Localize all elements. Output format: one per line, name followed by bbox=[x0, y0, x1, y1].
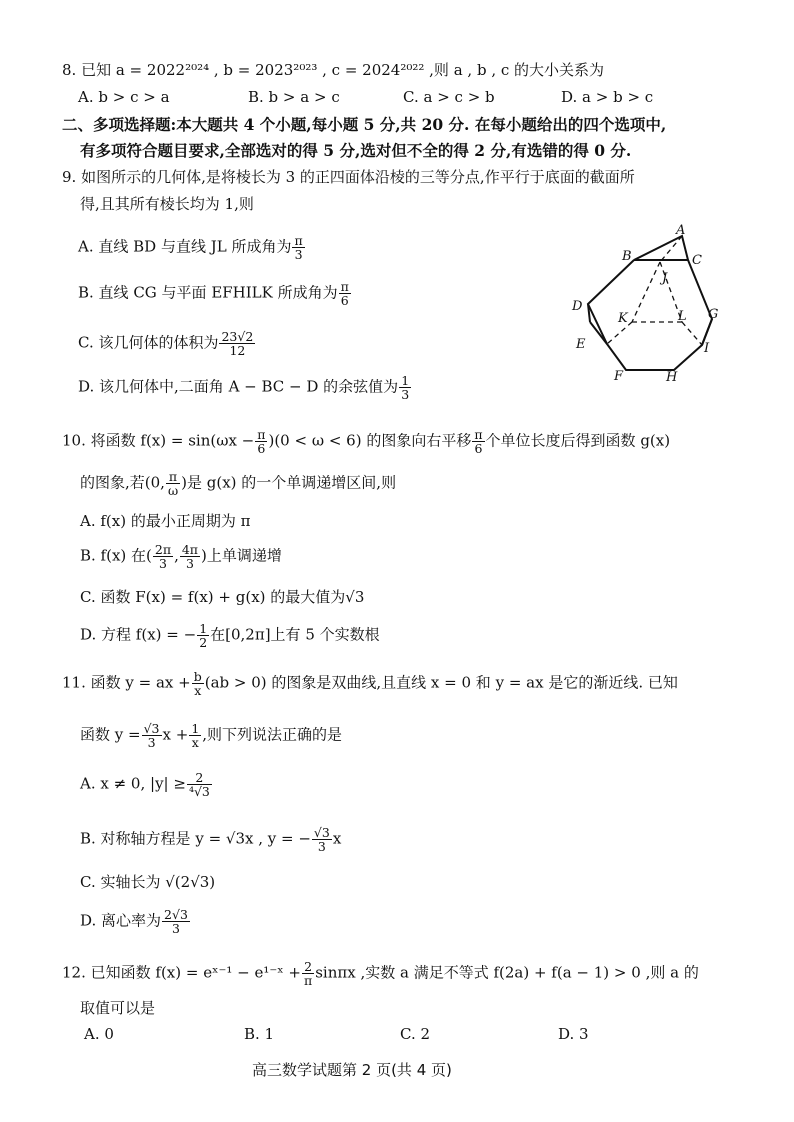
q10-option-a: A. f(x) 的最小正周期为 π bbox=[80, 512, 251, 530]
page-footer: 高三数学试题第 2 页(共 4 页) bbox=[252, 1061, 452, 1079]
q11-option-a: A. x ≠ 0, |y| ≥ $\frac{2}{\text{⁴√3}}$ bbox=[80, 770, 210, 799]
vertex-label-e: E bbox=[576, 337, 586, 352]
q10-stem-line1: 10. 将函数 f(x) = sin(ωx − $\frac{\pi}{6}$ )(0 < ω < 6) 的图象向右平移 $\frac{\pi}{6}$ 个单位长度后得到函数 g(x) bbox=[62, 427, 671, 456]
section-header-line1: 二、多项选择题:本大题共 4 个小题,每小题 5 分,共 20 分. 在每小题给出的四个选项中, bbox=[62, 115, 667, 134]
q12-option-c: C. 2 bbox=[400, 1025, 431, 1043]
vertex-label-j: J bbox=[662, 271, 668, 286]
q11-stem-line2: 函数 y = $\frac{√3}{3}$ x + $\frac{1}{x}$ ,则下列说法正确的是 bbox=[80, 721, 343, 750]
q11-option-c: C. 实轴长为 √(2√3) bbox=[80, 873, 216, 891]
q12-stem-line1: 12. 已知函数 f(x) = eˣ⁻¹ − e¹⁻ˣ + $\frac{2}{\pi}$ sinπx ,实数 a 满足不等式 f(2a) + f(a − 1) > 0 ,则 a 的 bbox=[62, 959, 699, 988]
q9-option-b: B. 直线 CG 与平面 EFHILK 所成角为 $\frac{\pi}{6}$ bbox=[78, 279, 349, 308]
q11-option-d: D. 离心率为 $\frac{2√3}{3}$ bbox=[80, 907, 188, 936]
vertex-label-f: F bbox=[614, 369, 624, 384]
vertex-label-i: I bbox=[704, 341, 710, 356]
vertex-label-k: K bbox=[618, 311, 628, 326]
truncated-tetrahedron-figure bbox=[560, 222, 730, 387]
q10-option-c: C. 函数 F(x) = f(x) + g(x) 的最大值为√3 bbox=[80, 588, 365, 606]
q8-options bbox=[78, 87, 718, 107]
q10-option-d: D. 方程 f(x) = − $\frac{1}{2}$ 在[0,2π]上有 5 个实数根 bbox=[80, 621, 380, 650]
q10-option-b: B. f(x) 在( $\frac{2\pi}{3}$ , $\frac{4\pi}{3}$ )上单调递增 bbox=[80, 542, 282, 571]
q9-option-c: C. 该几何体的体积为 $\frac{23√2}{12}$ bbox=[78, 329, 254, 358]
q9-option-d: D. 该几何体中,二面角 A − BC − D 的余弦值为 $\frac{1}{3}$ bbox=[78, 373, 410, 402]
q11-option-b: B. 对称轴方程是 y = √3x , y = − $\frac{√3}{3}$ x bbox=[80, 825, 342, 854]
q9-stem-line1: 9. 如图所示的几何体,是将棱长为 3 的正四面体沿棱的三等分点,作平行于底面的截面所 bbox=[62, 168, 635, 186]
q9-option-a: A. 直线 BD 与直线 JL 所成角为 $\frac{\pi}{3}$ bbox=[78, 233, 303, 262]
q11-stem-line1: 11. 函数 y = ax + $\frac{b}{x}$ (ab > 0) 的图象是双曲线,且直线 x = 0 和 y = ax 是它的渐近线. 已知 bbox=[62, 669, 678, 698]
q8-option-c: C. a > c > b bbox=[403, 88, 495, 106]
q10-stem-line2: 的图象,若(0, $\frac{\pi}{\omega}$ )是 g(x) 的一个单调递增区间,则 bbox=[80, 469, 397, 498]
vertex-label-l: L bbox=[678, 309, 687, 324]
vertex-label-b: B bbox=[622, 249, 632, 264]
vertex-label-c: C bbox=[692, 253, 702, 268]
q8-option-d: D. a > b > c bbox=[561, 88, 654, 106]
q12-option-b: B. 1 bbox=[244, 1025, 275, 1043]
q8-stem: 8. 已知 a = 2022²⁰²⁴ , b = 2023²⁰²³ , c = 2024²⁰²² ,则 a , b , c 的大小关系为 bbox=[62, 61, 605, 79]
q12-options bbox=[84, 1024, 704, 1044]
q8-option-b: B. b > a > c bbox=[248, 88, 340, 106]
vertex-label-g: G bbox=[708, 307, 719, 322]
vertex-label-h: H bbox=[666, 370, 678, 385]
q8-option-a: A. b > c > a bbox=[78, 88, 170, 106]
q12-stem-line2: 取值可以是 bbox=[80, 999, 156, 1017]
q12-option-a: A. 0 bbox=[84, 1025, 114, 1043]
q9-stem-line2: 得,且其所有棱长均为 1,则 bbox=[80, 195, 254, 213]
section-header-line2: 有多项符合题目要求,全部选对的得 5 分,选对但不全的得 2 分,有选错的得 0 分. bbox=[80, 141, 632, 160]
vertex-label-d: D bbox=[572, 299, 583, 314]
q12-option-d: D. 3 bbox=[558, 1025, 589, 1043]
vertex-label-a: A bbox=[676, 223, 686, 238]
